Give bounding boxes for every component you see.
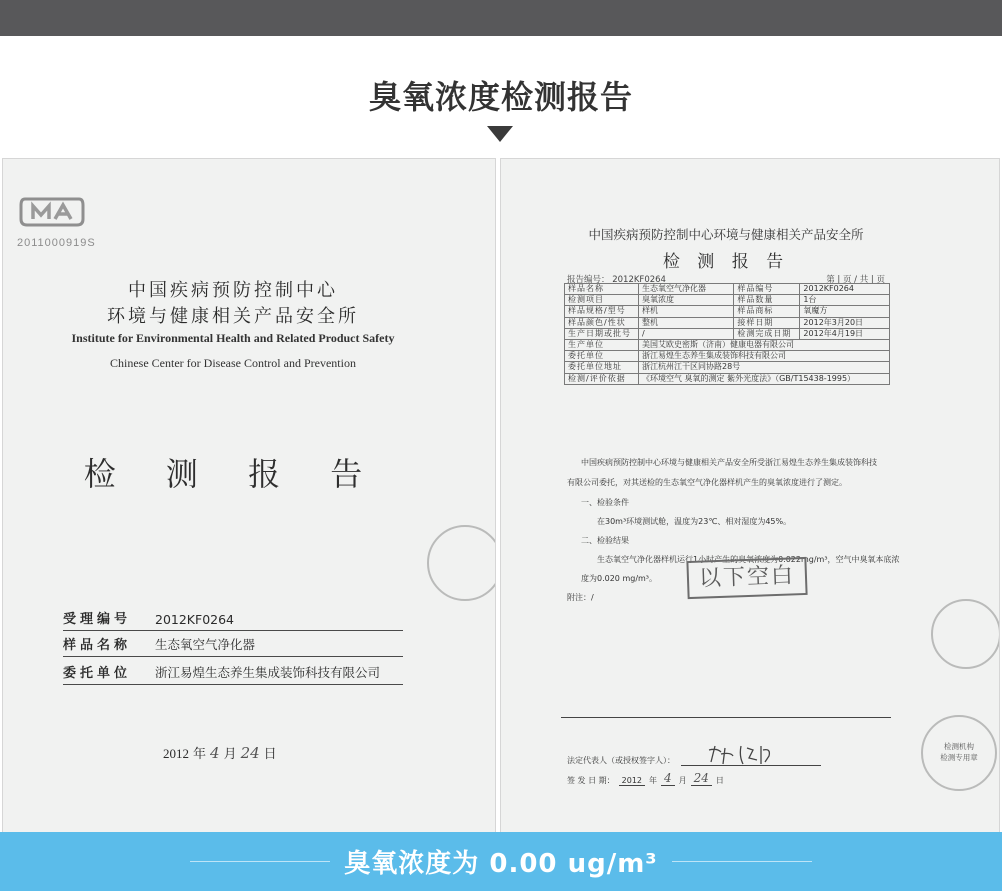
table-cell-key: 委托单位	[565, 351, 639, 362]
field-client	[63, 661, 403, 685]
page-count: 第 | 页 / 共 | 页	[826, 275, 885, 285]
table-cell-value: 美国艾欧史密斯（济南）健康电器有限公司	[639, 339, 890, 350]
signature-icon	[681, 742, 821, 766]
result-line-2: 度为0.020 mg/m³。	[581, 574, 658, 583]
table-row	[565, 351, 890, 362]
field-sample-name	[63, 633, 403, 657]
table-cell-key: 生产日期或批号	[565, 328, 639, 339]
table-cell-key: 检测/评价依据	[565, 373, 639, 384]
result-line-1: 生态氧空气净化器样机运行1小时产生的臭氧浓度为0.022mg/m³，空气中臭氧本底浓	[597, 555, 900, 564]
date-day: 24	[240, 744, 260, 762]
table-cell-key: 检测完成日期	[734, 328, 800, 339]
report-inner-page	[500, 158, 1000, 848]
date-month: 4	[210, 744, 220, 762]
table-cell-key: 样品颜色/性状	[565, 317, 639, 328]
table-row	[565, 306, 890, 317]
table-cell-value: 整机	[639, 317, 734, 328]
cover-title: 检 测 报 告	[83, 455, 383, 493]
table-cell-key: 接样日期	[734, 317, 800, 328]
conditions-text: 在30m³环境测试舱，温度为23℃、相对湿度为45%。	[597, 517, 792, 526]
seal-label-line1: 检测机构	[944, 742, 974, 751]
table-cell-value: 2012KF0264	[800, 284, 890, 295]
table-cell-key: 检测项目	[565, 295, 639, 306]
top-bar	[0, 0, 1002, 36]
table-cell-key: 样品商标	[734, 306, 800, 317]
intro-line-2: 有限公司委托，对其送检的生态氧空气净化器样机产生的臭氧浓度进行了测定。	[567, 478, 847, 487]
table-row	[565, 328, 890, 339]
signature-divider	[561, 717, 891, 718]
sign-date-label: 签 发 日 期：	[567, 776, 615, 785]
field-label: 受理编号	[63, 612, 132, 627]
sign-date-day: 24	[691, 771, 712, 786]
ozone-result-value: 0.00 ug/m³	[489, 849, 658, 879]
down-arrow-icon	[487, 126, 513, 142]
table-row	[565, 317, 890, 328]
attachment-note: 附注：/	[567, 593, 594, 602]
section-conditions-heading: 一、检验条件	[581, 498, 629, 507]
table-cell-key: 样品编号	[734, 284, 800, 295]
field-value: 生态氧空气净化器	[155, 637, 256, 652]
table-row	[565, 362, 890, 373]
table-cell-value: 2012年3月20日	[800, 317, 890, 328]
org-name-en-line1: Institute for Environmental Health and Related Product Safety	[71, 331, 395, 345]
sign-date-month: 4	[661, 771, 675, 786]
table-cell-value: 生态氧空气净化器	[639, 284, 734, 295]
org-name-en-line2: Chinese Center for Disease Control and Prevention	[110, 356, 356, 370]
field-label: 委托单位	[63, 666, 132, 681]
table-row	[565, 339, 890, 350]
blank-below-stamp: 以下空白	[686, 557, 807, 599]
faded-seal-stamp	[427, 525, 496, 601]
sign-date-day-unit: 日	[715, 776, 724, 785]
table-cell-value: 《环境空气 臭氧的测定 紫外光度法》（GB/T15438-1995）	[639, 373, 890, 384]
table-cell-value: 浙江杭州江干区同协路28号	[639, 362, 890, 373]
report-title: 检 测 报 告	[662, 252, 790, 272]
field-label: 样品名称	[63, 638, 132, 653]
cover-issue-date	[163, 743, 277, 762]
date-month-unit: 月	[223, 746, 237, 761]
table-row	[565, 373, 890, 384]
sign-date-year-unit: 年	[649, 776, 657, 785]
intro-line-1: 中国疾病预防控制中心环境与健康相关产品安全所受浙江易煌生态养生集成装饰科技	[581, 458, 877, 467]
seal-label-line2: 检测专用章	[940, 753, 978, 762]
sign-date-month-unit: 月	[678, 776, 687, 785]
table-cell-value: 2012年4月19日	[800, 328, 890, 339]
ozone-result	[0, 843, 1002, 880]
table-cell-key: 样品规格/型号	[565, 306, 639, 317]
date-year: 2012	[163, 746, 189, 761]
certificate-number: 2011000919S	[17, 237, 96, 249]
table-row	[565, 284, 890, 295]
signatory-row	[567, 742, 821, 766]
signature-handwriting	[681, 742, 821, 766]
sample-info-table	[564, 283, 890, 385]
table-cell-key: 样品数量	[734, 295, 800, 306]
sign-date-year: 2012	[619, 776, 645, 786]
table-cell-value: 样机	[639, 306, 734, 317]
page-headline: 臭氧浓度检测报告	[368, 78, 633, 116]
org-name-cn-line1: 中国疾病预防控制中心	[128, 280, 338, 301]
field-value: 浙江易煌生态养生集成装饰科技有限公司	[155, 665, 381, 680]
table-cell-value: 浙江易煌生态养生集成装饰科技有限公司	[639, 351, 890, 362]
table-cell-value: 臭氧浓度	[639, 295, 734, 306]
date-day-unit: 日	[263, 746, 277, 761]
sign-date-row	[567, 771, 724, 786]
report-number-value: 2012KF0264	[612, 275, 666, 285]
table-cell-value: /	[639, 328, 734, 339]
report-number-label: 报告编号：	[567, 275, 610, 285]
date-year-unit: 年	[193, 746, 207, 761]
table-cell-value: 1台	[800, 295, 890, 306]
seal-label	[921, 741, 997, 763]
report-cover-page	[2, 158, 496, 848]
table-row	[565, 295, 890, 306]
section-results-heading: 二、检验结果	[581, 536, 629, 545]
ma-logo-icon	[19, 195, 85, 229]
table-cell-key: 样品名称	[565, 284, 639, 295]
field-accept-number	[63, 607, 403, 631]
signatory-label: 法定代表人（或授权签字人）：	[567, 756, 675, 765]
table-cell-key: 生产单位	[565, 339, 639, 350]
report-org-name: 中国疾病预防控制中心环境与健康相关产品安全所	[588, 227, 864, 242]
table-cell-value: 氧魔方	[800, 306, 890, 317]
org-name-cn-line2: 环境与健康相关产品安全所	[107, 306, 359, 327]
ozone-result-label: 臭氧浓度为	[344, 849, 480, 879]
faded-seal-stamp	[931, 599, 1000, 669]
table-cell-key: 委托单位地址	[565, 362, 639, 373]
field-value: 2012KF0264	[155, 612, 235, 627]
